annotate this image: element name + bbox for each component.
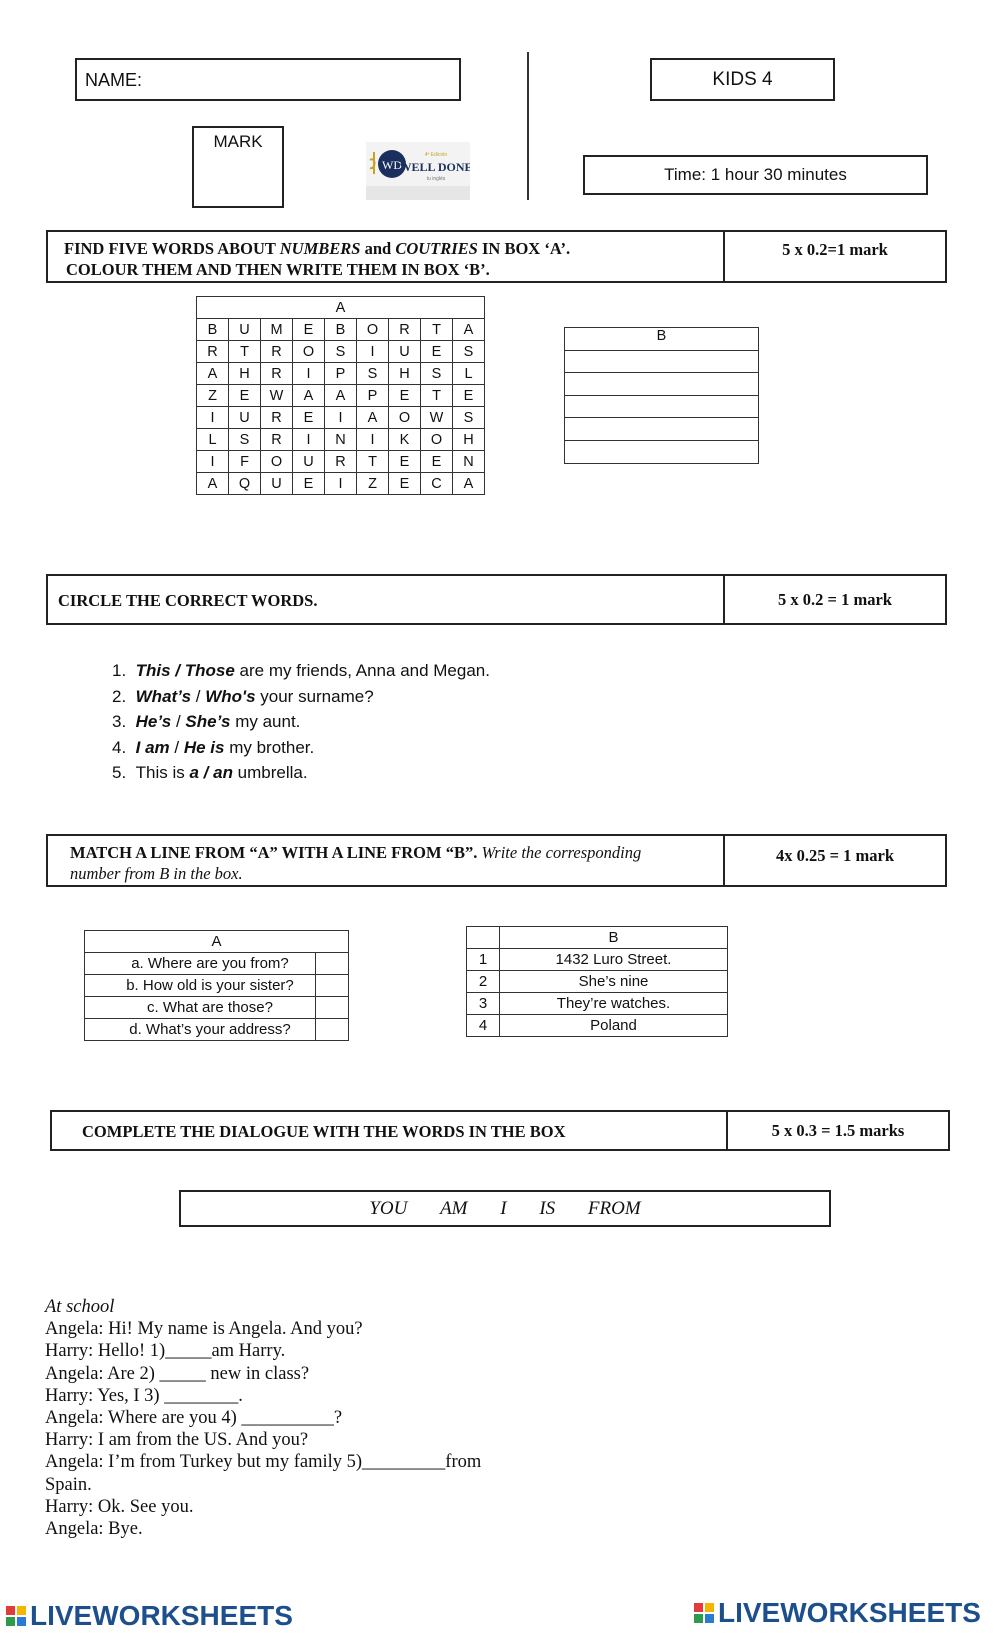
word-bank-item: I <box>500 1198 507 1219</box>
list-item: 5. This is a / an umbrella. <box>112 763 308 782</box>
level-label: KIDS 4 <box>650 58 835 101</box>
list-item: 3. He’s / She’s my aunt. <box>112 712 301 731</box>
grid-cell[interactable]: E <box>293 407 325 429</box>
section-3-header <box>46 834 947 887</box>
match-table-a <box>84 930 349 1041</box>
answer-box-b <box>564 327 759 464</box>
grid-cell[interactable]: H <box>389 363 421 385</box>
answer-line-3[interactable] <box>564 396 759 419</box>
grid-cell[interactable]: W <box>421 407 453 429</box>
grid-cell[interactable]: U <box>229 319 261 341</box>
liveworksheets-logo-right[interactable]: LIVEWORKSHEETS <box>694 1597 981 1629</box>
grid-cell[interactable]: A <box>293 385 325 407</box>
choice[interactable]: He’s <box>135 712 172 731</box>
grid-cell[interactable]: O <box>389 407 421 429</box>
word-bank-item: AM <box>440 1198 468 1219</box>
grid-cell[interactable]: S <box>421 363 453 385</box>
header-divider <box>527 52 529 200</box>
table-row: 4 Poland <box>467 1015 728 1037</box>
grid-cell[interactable]: E <box>453 385 485 407</box>
match-b-title: B <box>500 927 728 949</box>
logo-text: WELL DONE <box>399 160 470 174</box>
choice[interactable]: What’s <box>135 686 192 706</box>
grid-row <box>197 407 485 429</box>
word-bank <box>179 1190 831 1227</box>
grid-cell[interactable]: I <box>357 429 389 451</box>
section-1-mark: 5 x 0.2=1 mark <box>782 240 888 259</box>
word-bank-item: FROM <box>587 1198 641 1219</box>
grid-row <box>197 451 485 473</box>
grid-cell[interactable]: P <box>357 385 389 407</box>
dialogue-title: At school <box>45 1297 115 1317</box>
grid-cell[interactable]: E <box>389 385 421 407</box>
mark-label: MARK <box>213 132 263 151</box>
grid-cell[interactable]: T <box>357 451 389 473</box>
liveworksheets-logo-left[interactable]: LIVEWORKSHEETS <box>6 1600 293 1632</box>
grid-cell[interactable]: U <box>261 473 293 495</box>
word-bank-item: YOU <box>369 1198 408 1219</box>
grid-cell[interactable]: T <box>421 385 453 407</box>
box-b-title: B <box>564 327 759 351</box>
answer-cell[interactable] <box>316 975 349 997</box>
grid-cell[interactable]: R <box>389 319 421 341</box>
grid-cell[interactable]: I <box>293 363 325 385</box>
choice[interactable]: a / an <box>189 763 233 782</box>
grid-row <box>197 363 485 385</box>
well-done-logo <box>366 142 470 200</box>
grid-cell[interactable]: N <box>325 429 357 451</box>
name-label: NAME: <box>85 70 143 90</box>
dialogue-line: Harry: I am from the US. And you? <box>45 1430 309 1451</box>
dialogue-line: Angela: Bye. <box>45 1519 143 1540</box>
grid-row <box>197 473 485 495</box>
word-bank-item: IS <box>539 1198 556 1219</box>
logo-sub-text: tu inglés <box>426 176 446 182</box>
answer-cell[interactable] <box>316 997 349 1019</box>
list-item: 1. This / Those are my friends, Anna and Megan. <box>112 661 490 680</box>
grid-row <box>197 319 485 341</box>
dialogue-line[interactable]: Angela: Where are you 4) __________? <box>45 1408 343 1429</box>
answer-line-2[interactable] <box>564 373 759 396</box>
list-item: 4. I am / He is my brother. <box>112 737 315 757</box>
section-4-instruction: COMPLETE THE DIALOGUE WITH THE WORDS IN THE BOX <box>52 1112 728 1149</box>
grid-cell[interactable]: I <box>357 341 389 363</box>
dialogue-line[interactable]: Angela: I’m from Turkey but my family 5)_________from <box>45 1452 482 1473</box>
answer-line-1[interactable] <box>564 351 759 374</box>
grid-cell[interactable]: A <box>197 363 229 385</box>
table-row: d. What’s your address? <box>85 1019 349 1041</box>
grid-cell[interactable]: Q <box>229 473 261 495</box>
grid-cell[interactable]: P <box>325 363 357 385</box>
grid-cell[interactable]: I <box>197 451 229 473</box>
grid-cell[interactable]: O <box>261 451 293 473</box>
dialogue <box>45 1296 481 1540</box>
table-row: 3 They’re watches. <box>467 993 728 1015</box>
grid-cell[interactable]: B <box>197 319 229 341</box>
match-table-b <box>466 926 728 1037</box>
grid-cell[interactable]: R <box>261 407 293 429</box>
grid-cell[interactable]: L <box>453 363 485 385</box>
grid-cell[interactable]: A <box>453 319 485 341</box>
dialogue-line: Spain. <box>45 1474 92 1495</box>
time-label: Time: 1 hour 30 minutes <box>583 155 928 195</box>
grid-cell[interactable]: Z <box>357 473 389 495</box>
section-2-instruction: CIRCLE THE CORRECT WORDS. <box>48 576 725 623</box>
grid-cell[interactable]: S <box>453 407 485 429</box>
mark-box[interactable] <box>192 126 284 208</box>
grid-cell[interactable]: E <box>389 451 421 473</box>
name-field[interactable] <box>75 58 461 101</box>
grid-cell[interactable]: A <box>325 385 357 407</box>
section-2-header <box>46 574 947 625</box>
grid-cell[interactable]: S <box>357 363 389 385</box>
grid-cell[interactable]: U <box>293 451 325 473</box>
grid-cell[interactable]: I <box>325 407 357 429</box>
answer-cell[interactable] <box>316 1019 349 1041</box>
choice[interactable]: This / Those <box>135 661 235 680</box>
grid-cell[interactable]: L <box>197 429 229 451</box>
dialogue-line[interactable]: Angela: Are 2) _____ new in class? <box>45 1363 310 1384</box>
grid-cell[interactable]: O <box>421 429 453 451</box>
circle-list <box>72 658 490 786</box>
grid-cell[interactable]: A <box>197 473 229 495</box>
grid-cell[interactable]: E <box>293 473 325 495</box>
grid-cell[interactable]: K <box>389 429 421 451</box>
dialogue-line: Angela: Hi! My name is Angela. And you? <box>45 1319 363 1340</box>
grid-cell[interactable]: A <box>453 473 485 495</box>
grid-cell[interactable]: R <box>261 429 293 451</box>
grid-cell[interactable]: N <box>453 451 485 473</box>
dialogue-line: Harry: Ok. See you. <box>45 1496 194 1517</box>
answer-cell[interactable] <box>316 953 349 975</box>
table-row: a. Where are you from? <box>85 953 349 975</box>
grid-cell[interactable]: T <box>229 341 261 363</box>
grid-cell[interactable]: I <box>325 473 357 495</box>
grid-cell[interactable]: I <box>197 407 229 429</box>
section-3-mark: 4x 0.25 = 1 mark <box>775 846 895 865</box>
grid-cell[interactable]: R <box>261 341 293 363</box>
logo-squares-icon <box>6 1606 26 1626</box>
grid-cell[interactable]: W <box>261 385 293 407</box>
section-3-instruction: MATCH A LINE FROM “A” WITH A LINE FROM “B”. Write the corresponding number from B in the box. <box>48 836 725 885</box>
grid-row <box>197 385 485 407</box>
table-row: b. How old is your sister? <box>85 975 349 997</box>
match-a-title: A <box>85 931 349 953</box>
grid-cell[interactable]: M <box>261 319 293 341</box>
grid-cell[interactable]: S <box>453 341 485 363</box>
grid-cell[interactable]: I <box>293 429 325 451</box>
grid-cell[interactable]: U <box>389 341 421 363</box>
grid-cell[interactable]: R <box>261 363 293 385</box>
table-row: c. What are those? <box>85 997 349 1019</box>
choice[interactable]: He is <box>183 737 225 757</box>
grid-cell[interactable]: E <box>229 385 261 407</box>
logo-squares-icon <box>694 1603 714 1623</box>
grid-cell[interactable]: E <box>421 341 453 363</box>
grid-cell[interactable]: E <box>421 451 453 473</box>
grid-cell[interactable]: Z <box>197 385 229 407</box>
grid-cell[interactable]: B <box>325 319 357 341</box>
grid-cell[interactable]: E <box>389 473 421 495</box>
section-2-mark: 5 x 0.2 = 1 mark <box>778 590 892 609</box>
answer-line-4[interactable] <box>564 418 759 441</box>
answer-line-5[interactable] <box>564 441 759 464</box>
grid-cell[interactable]: E <box>293 319 325 341</box>
table-row: 2 She’s nine <box>467 971 728 993</box>
word-search-box-a <box>196 296 485 495</box>
grid-cell[interactable]: O <box>357 319 389 341</box>
grid-row <box>197 341 485 363</box>
grid-cell[interactable]: H <box>453 429 485 451</box>
section-1-header <box>46 230 947 283</box>
section-1-instruction: FIND FIVE WORDS ABOUT NUMBERS and COUTRIES IN BOX ‘A’. COLOUR THEM AND THEN WRITE THEM IN BOX ‘B’. <box>48 232 725 281</box>
choice[interactable]: Who's <box>205 686 256 706</box>
grid-cell[interactable]: R <box>325 451 357 473</box>
grid-cell[interactable]: O <box>293 341 325 363</box>
grid-cell[interactable]: F <box>229 451 261 473</box>
choice[interactable]: She’s <box>185 712 231 731</box>
grid-cell[interactable]: T <box>421 319 453 341</box>
section-4-mark: 5 x 0.3 = 1.5 marks <box>771 1121 905 1140</box>
choice[interactable]: I am <box>135 737 170 757</box>
grid-cell[interactable]: C <box>421 473 453 495</box>
logo-top-text: 4ª Edición <box>424 152 448 158</box>
grid-cell[interactable]: S <box>229 429 261 451</box>
grid-cell[interactable]: R <box>197 341 229 363</box>
section-4-header <box>50 1110 950 1151</box>
box-a-title: A <box>197 297 485 319</box>
grid-cell[interactable]: S <box>325 341 357 363</box>
grid-row <box>197 429 485 451</box>
grid-cell[interactable]: H <box>229 363 261 385</box>
grid-cell[interactable]: U <box>229 407 261 429</box>
logo-initials: WD <box>382 158 402 172</box>
list-item: 2. What’s / Who's your surname? <box>112 686 374 706</box>
dialogue-line[interactable]: Harry: Hello! 1)_____am Harry. <box>45 1341 286 1362</box>
dialogue-line[interactable]: Harry: Yes, I 3) ________. <box>45 1385 243 1406</box>
table-row: 1 1432 Luro Street. <box>467 949 728 971</box>
grid-cell[interactable]: A <box>357 407 389 429</box>
